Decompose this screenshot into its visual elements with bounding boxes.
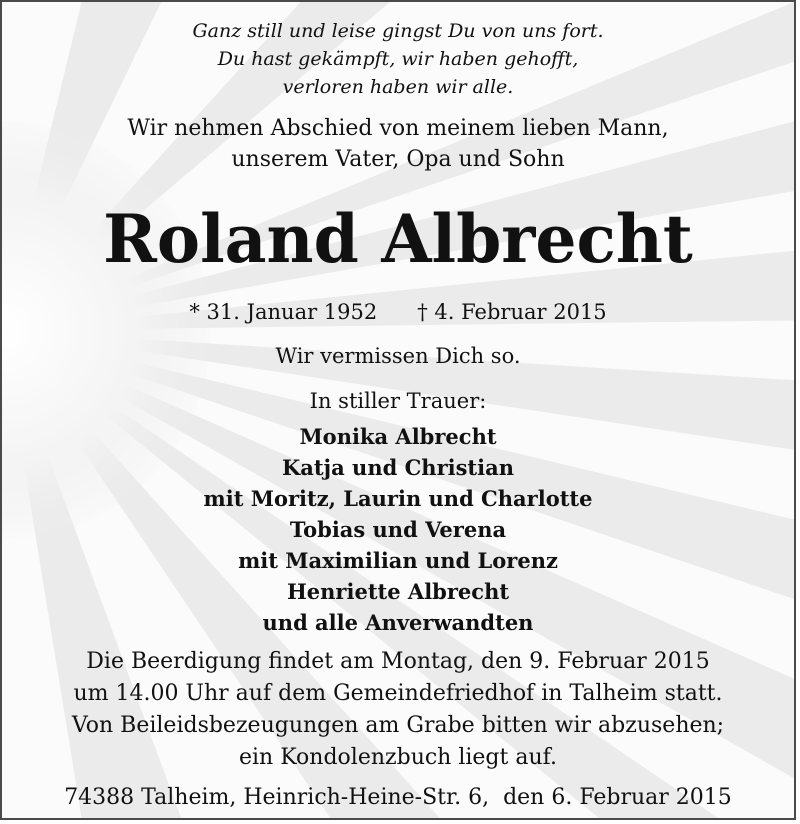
funeral-line-3: Von Beileidsbezeugungen am Grabe bitten wir abzusehen;	[71, 713, 725, 738]
intro-line-2: unserem Vater, Opa und Sohn	[231, 147, 565, 172]
mourner-4: Tobias und Verena	[289, 517, 507, 542]
mourner-6: Henriette Albrecht	[286, 579, 510, 604]
funeral-line-2: um 14.00 Uhr auf dem Gemeindefriedhof in Talheim statt.	[73, 681, 723, 706]
address-date-line: 74388 Talheim, Heinrich-Heine-Str. 6, den 6. Februar 2015	[64, 785, 732, 810]
death-date: † 4. Februar 2015	[417, 300, 607, 324]
poem-line-3: verloren haben wir alle.	[282, 76, 514, 98]
life-dates	[2, 300, 794, 324]
funeral-line-4: ein Kondolenzbuch liegt auf.	[238, 745, 557, 770]
intro-line-1: Wir nehmen Abschied von meinem lieben Mann,	[127, 116, 669, 141]
poem-line-2: Du hast gekämpft, wir haben gehofft,	[217, 48, 579, 70]
mourner-7: und alle Anverwandten	[262, 610, 534, 635]
birth-date: * 31. Januar 1952	[189, 300, 378, 324]
funeral-line-1: Die Beerdigung findet am Montag, den 9. Februar 2015	[86, 649, 710, 674]
mourner-1: Monika Albrecht	[299, 424, 497, 449]
mourning-line: In stiller Trauer:	[309, 389, 487, 413]
mourner-2: Katja und Christian	[281, 455, 514, 480]
mourner-3: mit Moritz, Laurin und Charlotte	[203, 486, 593, 511]
miss-line: Wir vermissen Dich so.	[275, 344, 521, 368]
poem-line-1: Ganz still und leise gingst Du von uns fort.	[192, 20, 604, 42]
mourner-5: mit Maximilian und Lorenz	[238, 548, 558, 573]
deceased-name: Roland Albrecht	[103, 200, 693, 278]
